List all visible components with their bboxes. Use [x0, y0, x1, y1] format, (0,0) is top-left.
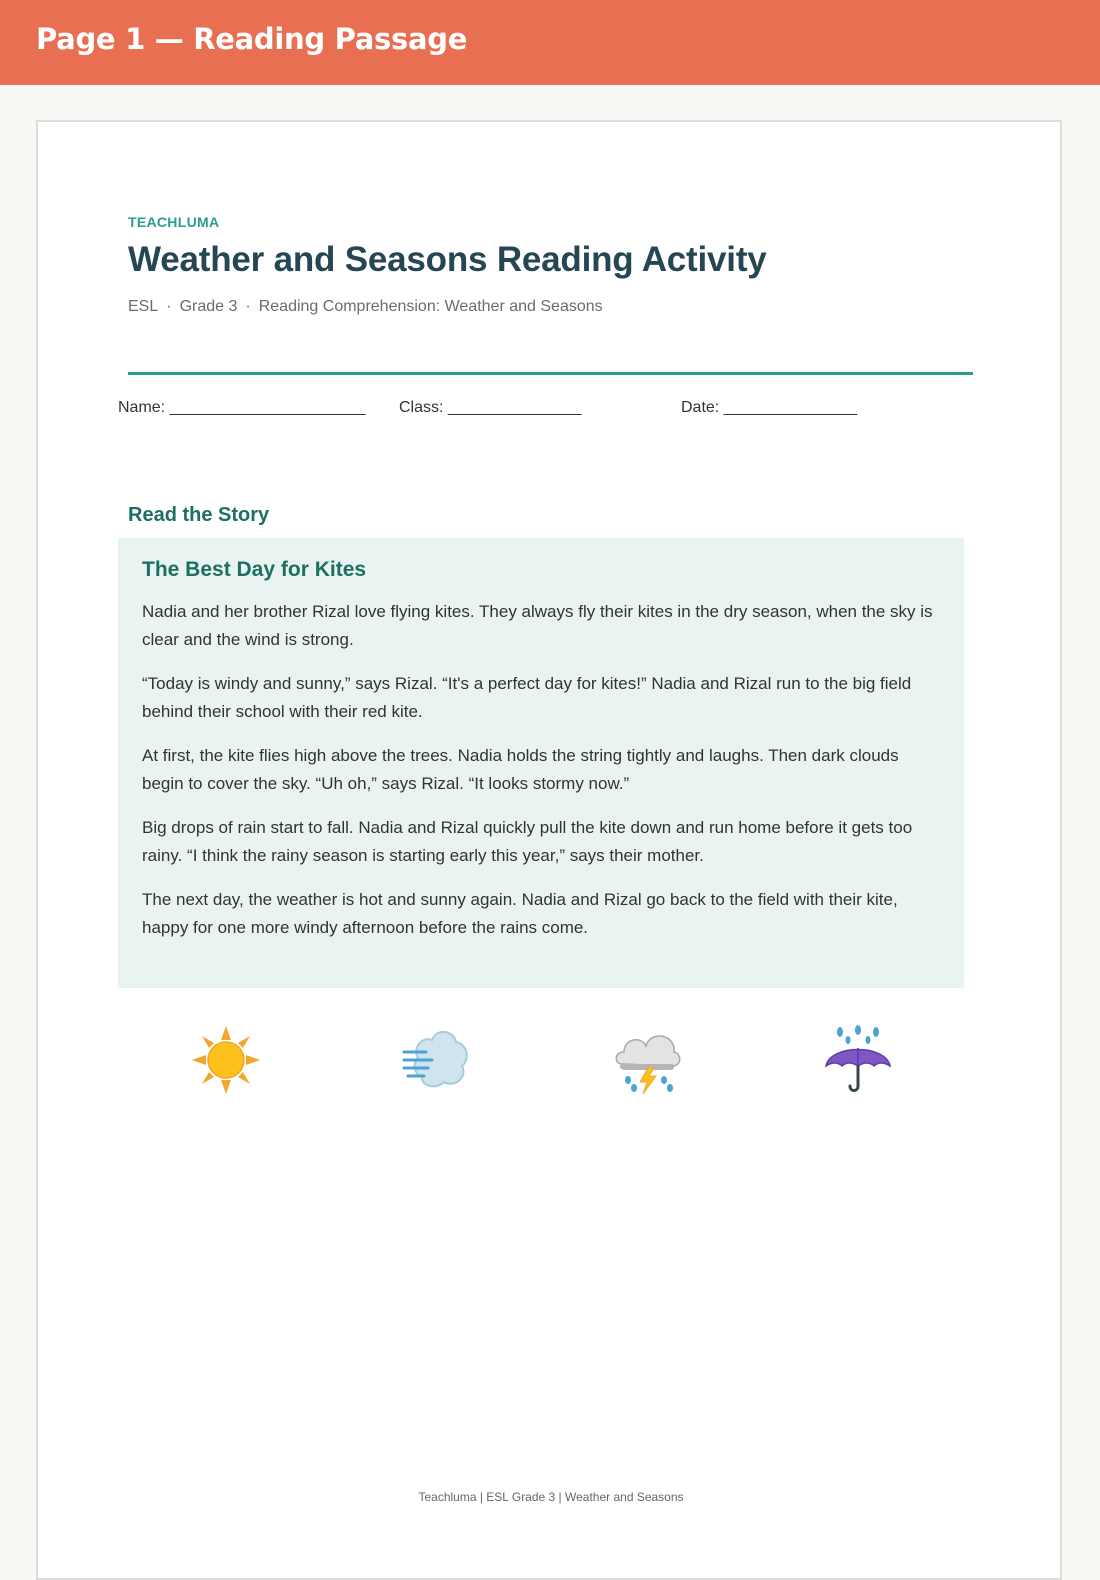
story-paragraph: At first, the kite flies high above the trees. Nadia holds the string tightly and laughs. Then dark clouds begin to cover the sky. “Uh oh,” says Rizal. “It looks stormy now.”	[142, 746, 899, 793]
subject-label: ESL	[128, 298, 159, 315]
title-divider	[128, 372, 973, 375]
date-field[interactable]: Date: _______________	[681, 399, 858, 416]
weather-icons-row	[38, 1024, 1064, 1104]
story-paragraph: Big drops of rain start to fall. Nadia and Rizal quickly pull the kite down and run home before it gets too rainy. “I think the rainy season is starting early this year,” says their mother.	[142, 818, 913, 865]
separator-dot: ·	[245, 298, 251, 315]
storm-cloud-icon	[610, 1024, 682, 1096]
worksheet-subtitle	[128, 298, 603, 316]
sun-icon	[190, 1024, 262, 1096]
page-footer: Teachluma | ESL Grade 3 | Weather and Seasons	[418, 1490, 684, 1504]
worksheet-title: Weather and Seasons Reading Activity	[128, 240, 767, 279]
topic-label: Reading Comprehension: Weather and Seasons	[258, 298, 603, 315]
page-header-title: Page 1 — Reading Passage	[36, 22, 468, 56]
story-paragraph: Nadia and her brother Rizal love flying kites. They always fly their kites in the dry season, when the sky is clear and the wind is strong.	[142, 602, 933, 649]
separator-dot: ·	[166, 298, 172, 315]
class-field[interactable]: Class: _______________	[399, 399, 582, 416]
worksheet-page	[36, 120, 1062, 1580]
brand-label: TEACHLUMA	[128, 214, 220, 230]
wind-icon	[400, 1024, 472, 1096]
section-heading: Read the Story	[128, 504, 270, 526]
umbrella-rain-icon	[822, 1024, 894, 1096]
page-header-bar	[0, 0, 1100, 85]
story-title: The Best Day for Kites	[142, 558, 367, 581]
story-paragraph: “Today is windy and sunny,” says Rizal. “It's a perfect day for kites!” Nadia and Rizal run to the big field behind their school with their red kite.	[142, 674, 912, 721]
story-paragraph: The next day, the weather is hot and sunny again. Nadia and Rizal go back to the field with their kite, happy for one more windy afternoon before the rains come.	[142, 890, 898, 937]
story-box	[118, 538, 964, 988]
name-field[interactable]: Name: ______________________	[118, 399, 366, 416]
grade-label: Grade 3	[179, 298, 238, 315]
